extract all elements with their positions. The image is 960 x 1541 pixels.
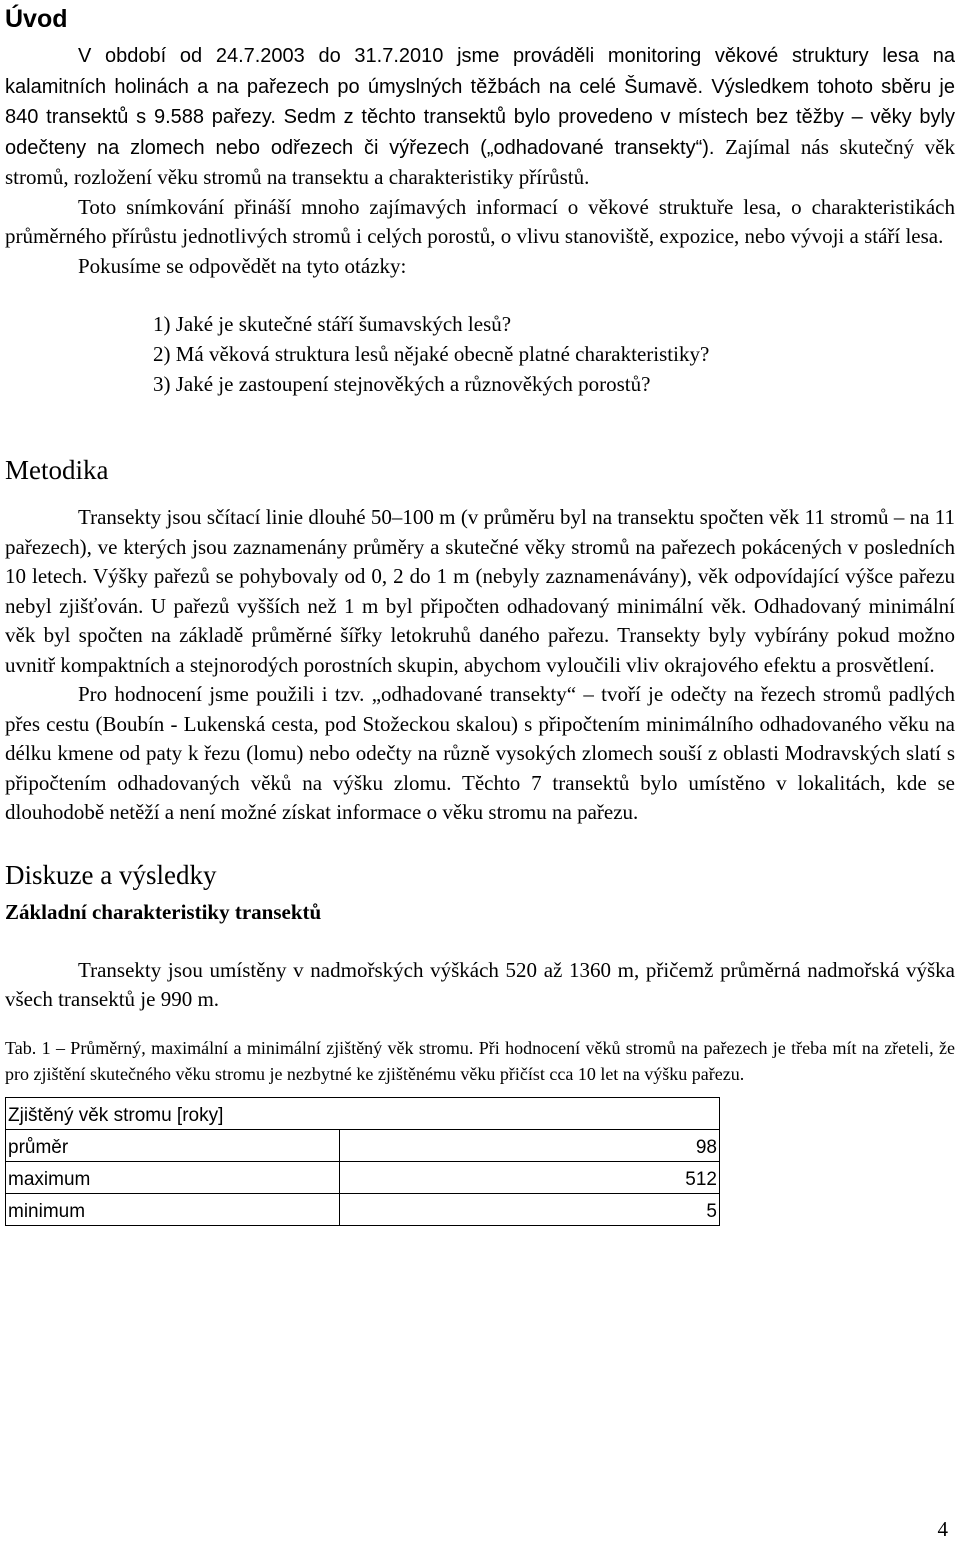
section-title-metodika: Metodika	[5, 455, 109, 485]
table-row-label: průměr	[6, 1129, 340, 1161]
table-caption: Tab. 1 – Průměrný, maximální a minimální zjištěný věk stromu. Při hodnocení věků stromů na pařezech je třeba mít na zřeteli, že pro zjištění skutečného věku stromu je nezbytné ke zjištěnému věku přičíst cca 10 let na výšku pařezu.	[5, 1037, 955, 1084]
question-item: 2) Má věková struktura lesů nějaké obecně platné charakteristiky?	[153, 342, 710, 366]
diskuze-section	[5, 956, 955, 1087]
metodika-paragraph-2: Pro hodnocení jsme použili i tzv. „odhadované transekty“ – tvoří je odečty na řezech stromů padlých přes cestu (Boubín - Lukenská cesta, pod Stožeckou skalou) s připočtením minimálního odhadovaného věku na délku kmene od paty k řezu (lomu) nebo odečty na různě vysokých zlomech souší z oblasti Modravských slatí s připočtením odhadovaných věků na výšku zlomu. Těchto 7 transektů bylo umístěno v lokalitách, kde se dlouhodobě netěží a není možné získat informace o věku stromu na pařezu.	[5, 682, 955, 824]
table-header-row	[6, 1097, 720, 1129]
metodika-paragraph-1: Transekty jsou sčítací linie dlouhé 50–100 m (v průměru byl na transektu spočten věk 11 stromů – na 11 pařezech), ve kterých jsou zaznamenány průměry a skutečné věky stromů na pařezech pokácených v posledních 10 letech. Výšky pařezů se pohybovaly od 0, 2 do 1 m (nebyly zaznamenávány), věk odpovídající výšce pařezu nebyl zjišťován. U pařezů vyšších než 1 m byl připočten odhadovaný minimální věk. Odhadovaný minimální věk byl spočten na základě průměrné šířky letokruhů daného pařezu. Transekty byly vybírány pokud možno uvnitř kompaktních a stejnorodých porostních skupin, abychom vyloučili vliv okrajového efektu a prosvětlení.	[5, 505, 955, 677]
uvod-section	[5, 41, 955, 399]
table-row-value: 512	[340, 1161, 720, 1193]
table-row-label: minimum	[6, 1193, 340, 1225]
table-row-label: maximum	[6, 1161, 340, 1193]
diskuze-paragraph-1: Transekty jsou umístěny v nadmořských výškách 520 až 1360 m, přičemž průměrná nadmořská výška všech transektů je 990 m.	[5, 957, 955, 1011]
table-row-value: 98	[340, 1129, 720, 1161]
section-title-diskuze: Diskuze a výsledky	[5, 859, 217, 890]
section-title-uvod: Úvod	[5, 5, 68, 33]
table-header-cell: Zjištěný věk stromu [roky]	[6, 1097, 720, 1129]
uvod-paragraph-1-part-a: V období od 24.7.2003 do 31.7.2010 jsme prováděli monitoring věkové struktury lesa na kalamitních holinách a na pařezech po úmyslných těžbách na celé Šumavě. Výsledkem tohoto sběru je 840 transektů s 9.588 pařezy. Sedm z těchto transektů bylo provedeno v místech bez těžby – věky byly odečteny na zlomech nebo odřezech či výřezech („odhadované transekty“).	[5, 45, 955, 159]
question-item: 3) Jaké je zastoupení stejnověkých a různověkých porostů?	[153, 372, 651, 396]
table-row	[6, 1129, 720, 1161]
age-table	[5, 1097, 720, 1226]
question-list	[5, 309, 955, 399]
uvod-paragraph-1	[5, 41, 955, 193]
metodika-section	[5, 503, 955, 828]
table-row	[6, 1193, 720, 1225]
table-row-value: 5	[340, 1193, 720, 1225]
page-number: 4	[937, 1517, 948, 1541]
uvod-paragraph-3: Pokusíme se odpovědět na tyto otázky:	[78, 253, 407, 278]
question-item: 1) Jaké je skutečné stáří šumavských lesů?	[153, 312, 512, 336]
uvod-paragraph-2: Toto snímkování přináší mnoho zajímavých informací o věkové struktuře lesa, o charakteristikách průměrného přírůstu jednotlivých stromů i celých porostů, o vlivu stanoviště, expozice, nebo vývoji a stáří lesa.	[5, 194, 955, 248]
uvod-paragraph-1-part-b: Zajímal nás skutečný věk stromů, rozložení věku stromů na transektu a charakteristiky přírůstů.	[5, 134, 956, 189]
subsection-title: Základní charakteristiky transektů	[5, 899, 322, 924]
table-row	[6, 1161, 720, 1193]
